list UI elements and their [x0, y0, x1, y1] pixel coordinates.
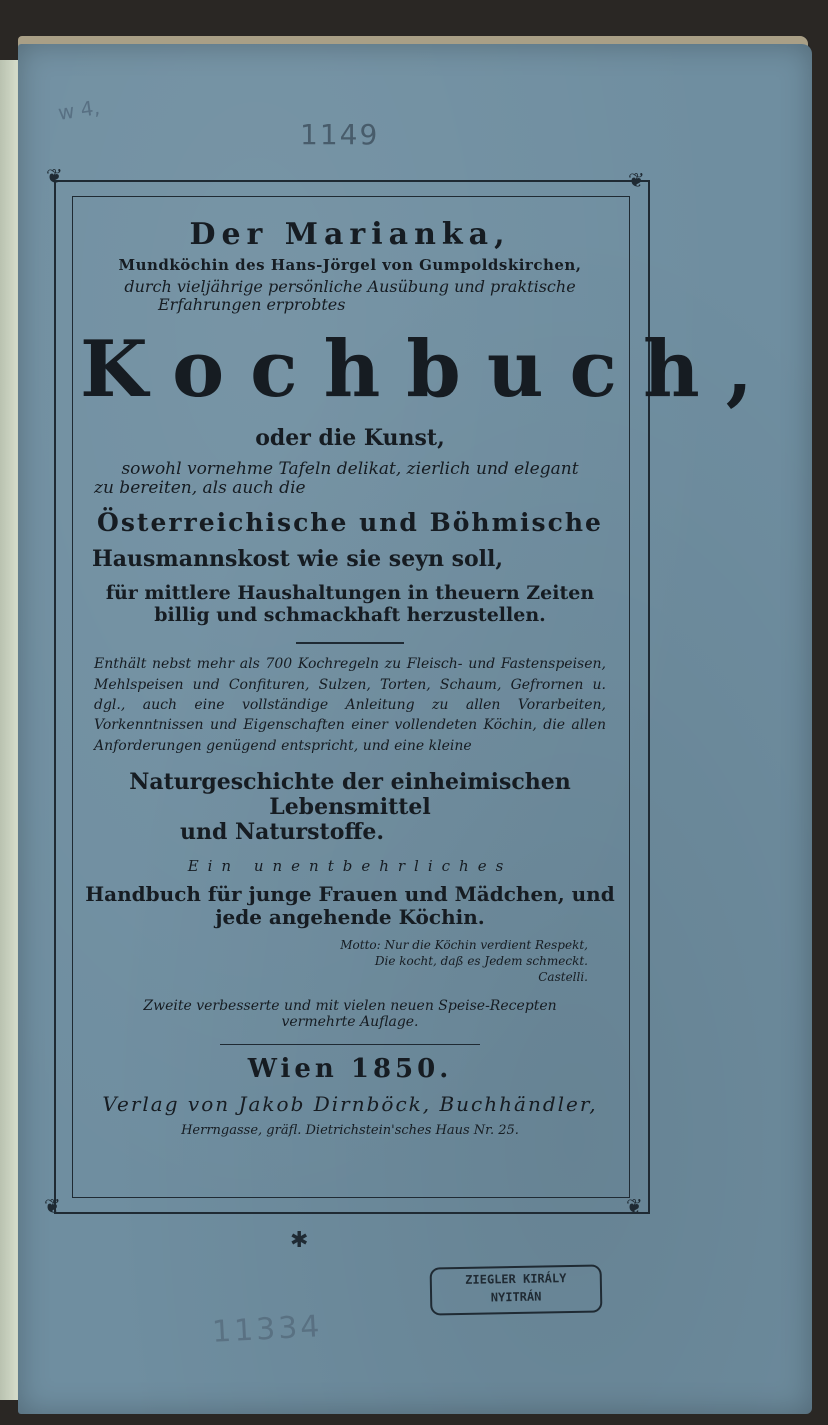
- motto-line: Motto: Nur die Köchin verdient Respekt,: [340, 937, 588, 952]
- purpose-line: für mittlere Haushaltungen in theuern Zeiten: [105, 581, 595, 604]
- corner-ornament-icon: ❦: [628, 168, 645, 192]
- publisher: Verlag von Jakob Dirnböck, Buchhändler,: [102, 1091, 598, 1116]
- pencil-corner-mark: w 4,: [56, 95, 102, 125]
- corner-ornament-icon: ❦: [44, 1194, 61, 1218]
- corner-ornament-icon: ❦: [46, 164, 63, 188]
- purpose-line: billig und schmackhaft herzustellen.: [154, 603, 546, 626]
- spaced-line: Ein unentbehrliches: [187, 856, 513, 875]
- main-title: Kochbuch,: [80, 323, 779, 415]
- cuisine-subheading: Hausmannskost wie sie seyn soll,: [92, 546, 504, 573]
- divider: [296, 642, 404, 644]
- stamp-line: NYITRÁN: [490, 1289, 542, 1305]
- contents-paragraph: Enthält nebst mehr als 700 Kochregeln zu Fleisch- und Fastenspeisen, Mehlspeisen und Confituren, Sulzen, Torten, Schaum, Gefrornen u. dgl., auch eine vollständige Anleitung zu allen Vorarbeiten, Vorkenntnissen und Eigenschaften einer vollendeten Köchin, die allen Anforderungen genügend entspricht, und eine kleine: [94, 656, 606, 754]
- author-line: Der Marianka,: [189, 217, 511, 252]
- stamp-line: ZIEGLER KIRÁLY: [465, 1271, 567, 1287]
- place-year: Wien 1850.: [247, 1053, 453, 1084]
- asterisk-icon: ✱: [290, 1228, 309, 1253]
- description-line: zu bereiten, als auch die: [94, 478, 306, 499]
- divider: [220, 1044, 480, 1045]
- handbook-line: jede angehende Köchin.: [215, 904, 485, 929]
- owner-stamp: [430, 1265, 603, 1316]
- description-line: sowohl vornehme Tafeln delikat, zierlich und elegant: [121, 458, 579, 479]
- subtitle-line: durch vieljährige persönliche Ausübung und praktische: [124, 276, 576, 296]
- corner-ornament-icon: ❦: [626, 1194, 643, 1218]
- edition-line: Zweite verbesserte und mit vielen neuen Speise-Recepten: [143, 997, 557, 1014]
- cuisine-heading: Österreichische und Böhmische: [97, 507, 603, 537]
- motto-line: Die kocht, daß es Jedem schmeckt.: [374, 954, 588, 969]
- title-page-text: [80, 210, 779, 1139]
- natural-history-heading: und Naturstoffe.: [180, 819, 385, 846]
- motto: [80, 937, 620, 986]
- subtitle-line: Erfahrungen erprobtes: [158, 295, 346, 315]
- edition-line: vermehrte Auflage.: [281, 1013, 419, 1030]
- pencil-shelfmark: 1149: [300, 118, 380, 151]
- pencil-number: 11334: [211, 1309, 324, 1350]
- title-continuation: oder die Kunst,: [255, 425, 445, 452]
- publisher-address: Herrngasse, gräfl. Dietrichstein'sches Haus Nr. 25.: [181, 1122, 519, 1138]
- natural-history-heading: Naturgeschichte der einheimischen Lebensmittel: [129, 768, 571, 821]
- author-description: Mundköchin des Hans-Jörgel von Gumpoldskirchen,: [118, 255, 582, 274]
- handbook-line: Handbuch für junge Frauen und Mädchen, und: [85, 881, 615, 906]
- motto-author: Castelli.: [538, 970, 588, 985]
